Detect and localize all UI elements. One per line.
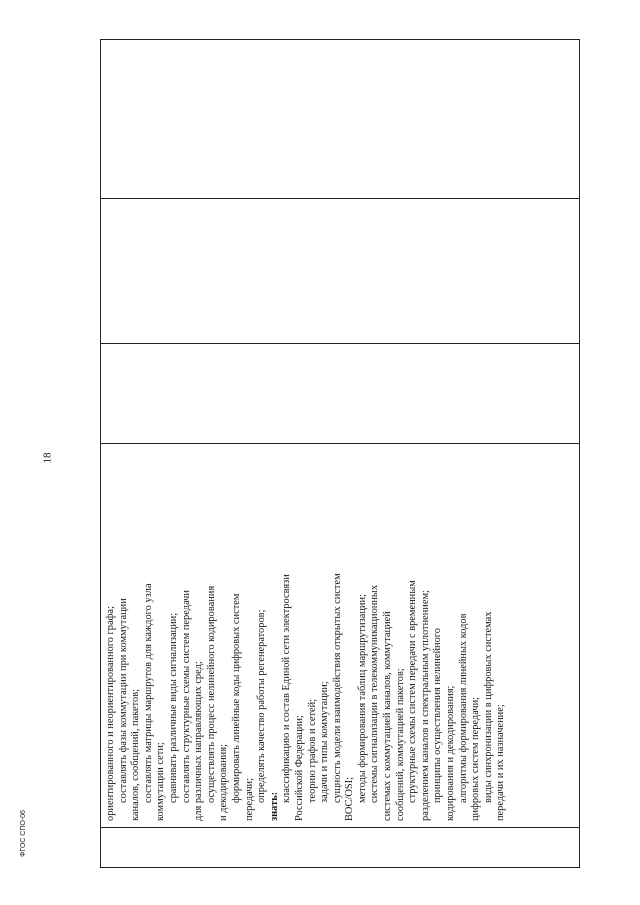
discipline-cell — [101, 199, 580, 344]
content-line: осуществлять процесс нелинейного кодирования — [205, 585, 217, 803]
competency-code-cell — [101, 40, 580, 199]
standards-table-container — [100, 40, 580, 868]
content-line: составлять матрицы маршрутов для каждого узла — [142, 583, 154, 803]
content-line: передачи; — [243, 778, 255, 821]
content-line: передачи и их назначение; — [495, 704, 507, 821]
hours-cell — [101, 344, 580, 444]
content-cell — [101, 444, 580, 828]
table-row — [101, 40, 580, 868]
content-line: каналов, сообщений, пакетов; — [130, 689, 142, 821]
competency-table — [100, 39, 580, 868]
content-line: сообщений, коммутацией пакетов; — [394, 668, 406, 821]
index-cell — [101, 828, 580, 868]
content-line: коммутации сети; — [155, 742, 167, 821]
content-line: теорию графов и сетей; — [306, 698, 318, 803]
content-line: системы сигнализации в телекоммуникационных — [369, 584, 381, 803]
content-line: определять качество работы регенераторов; — [256, 609, 268, 803]
content-line: принципы осуществления нелинейного — [432, 628, 444, 803]
rotated-table — [100, 40, 580, 868]
content-line: составлять фазы коммутации при коммутации — [117, 598, 129, 803]
content-line: формировать линейные коды цифровых систем — [230, 593, 242, 803]
content-line: алгоритмы формирования линейных кодов — [457, 613, 469, 803]
content-line: методы формирования таблиц маршрутизации; — [356, 594, 368, 803]
content-line: сравнивать различные виды сигнализации; — [167, 612, 179, 803]
content-line: сущность модели взаимодействия открытых систем — [331, 573, 343, 803]
content-line: разделением каналов и спектральным уплотнением; — [419, 590, 431, 821]
content-line: цифровых систем передачи; — [470, 696, 482, 821]
content-line: классификацию и состав Единой сети электросвязи — [281, 574, 293, 803]
content-line: знать: — [268, 791, 280, 821]
content-line: кодирования и декодирования; — [445, 685, 457, 821]
content-lines — [101, 444, 510, 827]
footer-mark: ФГОС СПО-06 — [19, 810, 27, 857]
content-line: ориентированного и неориентированного графа; — [105, 606, 116, 821]
content-line: структурные схемы систем передачи с временным — [407, 580, 419, 803]
content-line: Российской Федерации; — [293, 715, 305, 821]
content-line: ВОС/OSI; — [344, 776, 356, 821]
content-line: виды синхронизации в цифровых системах — [482, 611, 494, 803]
content-line: для различных направляющих сред; — [193, 661, 205, 821]
page-number: 18 — [41, 452, 54, 464]
content-line: системах с коммутацией каналов, коммутацией — [382, 611, 394, 821]
content-line: задачи и типы коммутации; — [319, 681, 331, 803]
content-line: и декодирования; — [218, 744, 230, 821]
content-line: составлять структурные схемы систем передачи — [180, 590, 192, 803]
